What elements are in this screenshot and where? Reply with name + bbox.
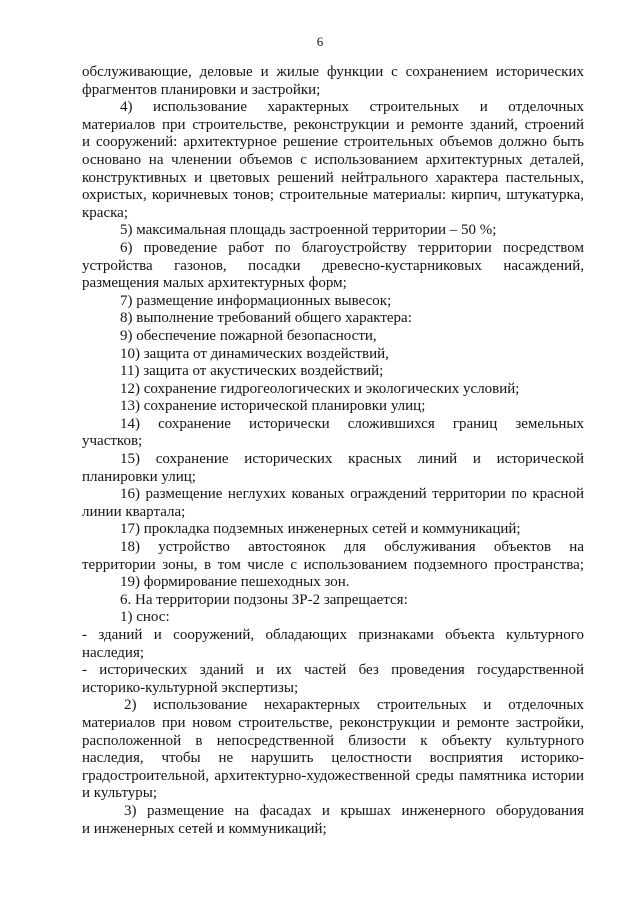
document-body bbox=[82, 64, 584, 838]
list-item-15: 15) сохранение исторических красных линий и исторической bbox=[120, 451, 584, 468]
list-item-14: 14) сохранение исторически сложившихся границ земельных bbox=[120, 415, 584, 432]
list-item-5: 5) максимальная площадь застроенной территории – 50 %; bbox=[120, 222, 497, 239]
text-line: наследия, чтобы не нарушить целостности восприятия историко- bbox=[82, 750, 584, 767]
text-line: фрагментов планировки и застройки; bbox=[82, 81, 321, 98]
list-item-9: 9) обеспечение пожарной безопасности, bbox=[120, 327, 377, 344]
list-item-8: 8) выполнение требований общего характера: bbox=[120, 310, 412, 327]
text-line: краска; bbox=[82, 204, 128, 221]
list-item-6: 6) проведение работ по благоустройству территории посредством bbox=[120, 239, 584, 256]
list-item-17: 17) прокладка подземных инженерных сетей и коммуникаций; bbox=[120, 521, 521, 538]
list-item-11: 11) защита от акустических воздействий; bbox=[120, 363, 384, 380]
text-line: - исторических зданий и их частей без проведения государственной bbox=[82, 662, 584, 679]
list-item-3: 3) размещение на фасадах и крышах инженерного оборудования bbox=[124, 802, 584, 819]
list-item-18: 18) устройство автостоянок для обслуживания объектов на bbox=[120, 539, 584, 556]
text-line: территории зоны, в том числе с использованием подземного пространства; bbox=[82, 556, 584, 573]
text-line: материалов при строительстве, реконструкции и ремонте зданий, строений bbox=[82, 116, 584, 133]
text-line: планировки улиц; bbox=[82, 468, 196, 485]
list-item-7: 7) размещение информационных вывесок; bbox=[120, 292, 392, 309]
list-item-2: 2) использование нехарактерных строительных и отделочных bbox=[124, 697, 584, 714]
text-line: и сооружений: архитектурное решение строительных объемов должно быть bbox=[82, 134, 584, 151]
text-line: - зданий и сооружений, обладающих признаками объекта культурного bbox=[82, 627, 584, 643]
text-line: градостроительной, архитектурно-художественной среды памятника истории bbox=[82, 767, 584, 784]
text-line: обслуживающие, деловые и жилые функции с сохранением исторических bbox=[82, 64, 584, 80]
list-item-13: 13) сохранение исторической планировки улиц; bbox=[120, 398, 426, 415]
text-line: размещения малых архитектурных форм; bbox=[82, 275, 347, 292]
list-item-4: 4) использование характерных строительных и отделочных bbox=[120, 99, 584, 116]
list-item-16: 16) размещение неглухих кованых ограждений территории по красной bbox=[120, 486, 584, 503]
text-line: материалов при новом строительстве, реконструкции и ремонте застройки, bbox=[82, 714, 584, 731]
text-line: линии квартала; bbox=[82, 503, 186, 520]
list-item-1: 1) снос: bbox=[120, 609, 170, 626]
text-line: и культуры; bbox=[82, 785, 158, 802]
section-6-heading: 6. На территории подзоны ЗР-2 запрещается: bbox=[120, 591, 408, 608]
page-number: 6 bbox=[316, 34, 324, 49]
text-line: конструктивных и цветовых решений нейтрального характера пастельных, bbox=[82, 169, 584, 186]
text-line: наследия; bbox=[82, 644, 145, 661]
text-line: участков; bbox=[82, 433, 143, 450]
list-item-12: 12) сохранение гидрогеологических и экологических условий; bbox=[120, 380, 520, 397]
text-line: историко-культурной экспертизы; bbox=[82, 679, 299, 696]
text-line: и инженерных сетей и коммуникаций; bbox=[82, 820, 327, 837]
text-line: устройства газонов, посадки древесно-кустарниковых насаждений, bbox=[82, 257, 584, 274]
text-line: основано на членении объемов с использованием архитектурных деталей, bbox=[82, 151, 584, 168]
list-item-10: 10) защита от динамических воздействий, bbox=[120, 345, 389, 362]
list-item-19: 19) формирование пешеходных зон. bbox=[120, 574, 350, 591]
text-line: расположенной в непосредственной близости к объекту культурного bbox=[82, 732, 584, 749]
text-line: охристых, коричневых тонов; строительные материалы: кирпич, штукатурка, bbox=[82, 187, 584, 204]
